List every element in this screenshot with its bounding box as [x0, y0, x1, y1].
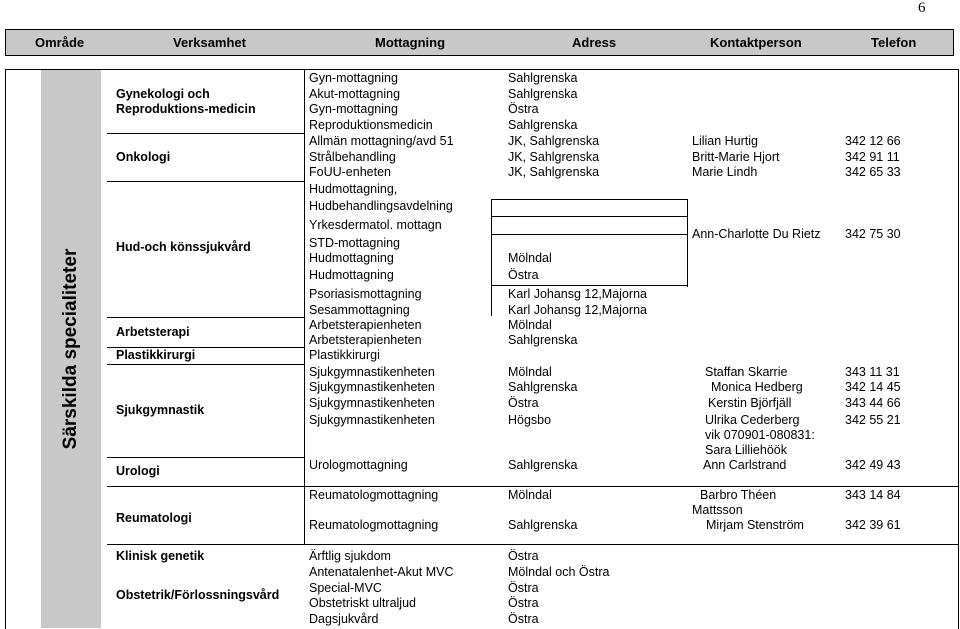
adress-cell: Östra — [508, 396, 539, 410]
mottagning-cell: Urologmottagning — [309, 458, 408, 472]
header-kontaktperson: Kontaktperson — [710, 35, 802, 50]
adress-cell: JK, Sahlgrenska — [508, 165, 600, 179]
adress-cell: Östra — [508, 268, 539, 282]
telefon-cell: 342 65 33 — [845, 165, 901, 179]
kontakt-cell: Staffan Skarrie — [705, 365, 788, 379]
area-label: Obstetrik/Förlossningsvård — [116, 588, 280, 602]
kontakt-cell: Monica Hedberg — [711, 380, 803, 394]
section-separator — [107, 317, 304, 318]
adress-cell: Sahlgrenska — [508, 380, 578, 394]
mottagning-cell: Sjukgymnastikenheten — [309, 413, 435, 427]
mottagning-cell: Arbetsterapienheten — [309, 333, 422, 347]
side-label: Särskilda specialiteter — [60, 248, 81, 450]
adress-cell: Mölndal och Östra — [508, 565, 610, 579]
section-separator — [107, 457, 304, 458]
mottagning-cell: Gyn-mottagning — [309, 71, 398, 85]
mottagning-cell: Hudmottagning, — [309, 182, 398, 196]
adress-cell: Sahlgrenska — [508, 458, 578, 472]
kontakt-cell: Lilian Hurtig — [692, 134, 759, 148]
hud-contact-phone: 342 75 30 — [845, 227, 901, 241]
mottagning-cell: Special-MVC — [309, 581, 382, 595]
area-label: Plastikkirurgi — [116, 348, 196, 362]
header-telefon: Telefon — [871, 35, 917, 50]
grid-line — [491, 285, 687, 286]
kontakt-cell: Britt-Marie Hjort — [692, 150, 780, 164]
table-left-border — [5, 69, 6, 629]
mottagning-cell: Hudbehandlingsavdelning — [309, 199, 453, 213]
mottagning-cell: Sjukgymnastikenheten — [309, 365, 435, 379]
area-label: Hud-och könssjukvård — [116, 240, 251, 254]
mottagning-cell: Gyn-mottagning — [309, 102, 398, 116]
adress-cell: JK, Sahlgrenska — [508, 150, 600, 164]
hud-contact-name: Ann-Charlotte Du Rietz — [692, 227, 821, 241]
header-verksamhet: Verksamhet — [173, 35, 246, 50]
mottagning-cell: Hudmottagning — [309, 251, 394, 265]
adress-cell: Sahlgrenska — [508, 333, 578, 347]
adress-cell: Östra — [508, 596, 539, 610]
grid-line — [687, 199, 688, 287]
kontakt-cell: Ulrika Cederberg — [705, 413, 800, 427]
section-separator — [107, 181, 304, 182]
header-mottagning: Mottagning — [375, 35, 446, 50]
section-separator — [107, 133, 304, 134]
kontakt-cell: Barbro Théen — [700, 488, 777, 502]
kontakt-cell: Marie Lindh — [692, 165, 758, 179]
mottagning-cell: Sjukgymnastikenheten — [309, 396, 435, 410]
adress-cell: Karl Johansg 12,Majorna — [508, 287, 647, 301]
area-label: Arbetsterapi — [116, 325, 190, 339]
telefon-cell: 342 49 43 — [845, 458, 901, 472]
mottagning-cell: Sesammottagning — [309, 303, 410, 317]
mottagning-cell: Plastikkirurgi — [309, 348, 380, 362]
table-top-border — [5, 69, 959, 70]
mottagning-cell: FoUU-enheten — [309, 165, 391, 179]
telefon-cell: 342 12 66 — [845, 134, 901, 148]
adress-cell: Karl Johansg 12,Majorna — [508, 303, 647, 317]
kontakt-cell: Ann Carlstrand — [703, 458, 787, 472]
adress-cell: Sahlgrenska — [508, 71, 578, 85]
column-divider — [304, 69, 305, 544]
table-right-border — [958, 69, 959, 629]
telefon-cell: 343 14 84 — [845, 488, 901, 502]
kontakt-cell: Mirjam Stenström — [706, 518, 804, 532]
adress-cell: Östra — [508, 549, 539, 563]
area-label: Reumatologi — [116, 511, 192, 525]
mottagning-cell: Psoriasismottagning — [309, 287, 422, 301]
page-number: 6 — [918, 0, 926, 16]
mottagning-cell: Allmän mottagning/avd 51 — [309, 134, 454, 148]
kontakt-cell: Sara Lilliehöök — [705, 443, 787, 457]
mottagning-cell: STD-mottagning — [309, 236, 401, 250]
adress-cell: Sahlgrenska — [508, 518, 578, 532]
kontakt-cell: Mattsson — [692, 503, 743, 517]
mottagning-cell: Akut-mottagning — [309, 87, 401, 101]
kontakt-cell: Kerstin Björfjäll — [708, 396, 792, 410]
section-separator — [107, 486, 959, 487]
mottagning-cell: Reumatologmottagning — [309, 518, 439, 532]
adress-cell: Mölndal — [508, 365, 552, 379]
adress-cell: Östra — [508, 102, 539, 116]
grid-line — [491, 234, 687, 235]
mottagning-cell: Sjukgymnastikenheten — [309, 380, 435, 394]
header-adress: Adress — [572, 35, 617, 50]
area-label: Klinisk genetik — [116, 549, 205, 563]
table-header — [5, 29, 954, 56]
adress-cell: Mölndal — [508, 488, 552, 502]
telefon-cell: 342 14 45 — [845, 380, 901, 394]
grid-line — [491, 199, 687, 200]
mottagning-cell: Dagsjukvård — [309, 612, 379, 626]
adress-cell: Sahlgrenska — [508, 118, 578, 132]
adress-cell: Mölndal — [508, 318, 552, 332]
mottagning-cell: Obstetriskt ultraljud — [309, 596, 416, 610]
section-separator — [107, 364, 304, 365]
mottagning-cell: Hudmottagning — [309, 268, 394, 282]
adress-cell: Högsbo — [508, 413, 552, 427]
telefon-cell: 343 44 66 — [845, 396, 901, 410]
mottagning-cell: Reproduktionsmedicin — [309, 118, 433, 132]
area-label: Urologi — [116, 464, 160, 478]
adress-cell: Sahlgrenska — [508, 87, 578, 101]
adress-cell: Östra — [508, 612, 539, 626]
area-label: Sjukgymnastik — [116, 403, 205, 417]
mottagning-cell: Ärftlig sjukdom — [309, 549, 391, 563]
telefon-cell: 342 39 61 — [845, 518, 901, 532]
adress-cell: JK, Sahlgrenska — [508, 134, 600, 148]
adress-cell: Östra — [508, 581, 539, 595]
grid-line — [491, 216, 687, 217]
mottagning-cell: Antenatalenhet-Akut MVC — [309, 565, 454, 579]
kontakt-cell: vik 070901-080831: — [705, 428, 815, 442]
section-separator — [107, 544, 959, 545]
mottagning-cell: Arbetsterapienheten — [309, 318, 422, 332]
adress-cell: Mölndal — [508, 251, 552, 265]
mottagning-cell: Strålbehandling — [309, 150, 396, 164]
telefon-cell: 343 11 31 — [845, 365, 900, 379]
mottagning-cell: Yrkesdermatol. mottagn — [309, 218, 442, 232]
mottagning-cell: Reumatologmottagning — [309, 488, 439, 502]
telefon-cell: 342 91 11 — [845, 150, 900, 164]
header-omrade: Område — [35, 35, 85, 50]
area-label: Gynekologi och Reproduktions-medicin — [116, 87, 256, 116]
area-label: Onkologi — [116, 150, 171, 164]
side-panel — [41, 70, 101, 628]
telefon-cell: 342 55 21 — [845, 413, 901, 427]
